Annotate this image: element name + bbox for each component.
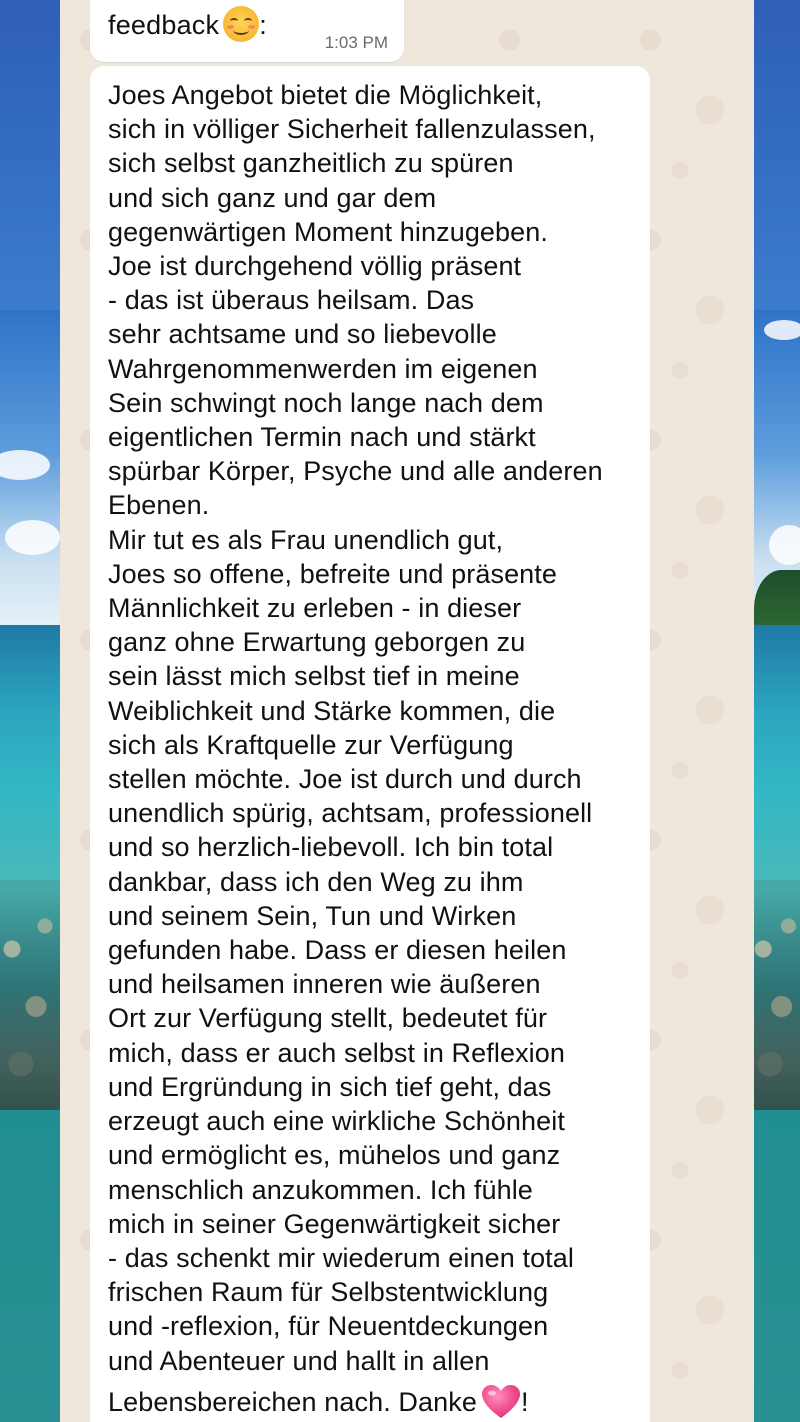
message-line: stellen möchte. Joe ist durch und durch [108,764,582,795]
emoji-blush [227,25,234,29]
message-line: unendlich spürig, achtsam, professionell [108,798,593,829]
message-line: mich in seiner Gegenwärtigkeit sicher [108,1208,561,1239]
sky-band [0,0,60,310]
message-line: sein lässt mich selbst tief in meine [108,661,520,692]
message-line-last [108,1384,638,1420]
message-line: Sein schwingt noch lange nach dem [108,387,544,418]
message-suffix: : [259,10,267,40]
background-photo-right [754,0,800,1422]
message-line: und Ergründung in sich tief geht, das [108,1071,552,1102]
teal-band [0,1110,60,1422]
message-line: - das ist überaus heilsam. Das [108,285,475,316]
message-line-text: Lebensbereichen nach. Danke [108,1386,477,1417]
emoji-blush [248,25,255,29]
message-text [108,6,267,42]
message-line: - das schenkt mir wiederum einen total [108,1242,575,1273]
message-bubble[interactable] [90,66,650,1422]
cloud [0,450,50,480]
message-line: und -reflexion, für Neuentdeckungen [108,1311,549,1342]
message-line: sich in völliger Sicherheit fallenzulassen, [108,114,596,145]
reef-band [0,880,60,1110]
message-line: und seinem Sein, Tun und Wirken [108,900,517,931]
message-line: ganz ohne Erwartung geborgen zu [108,627,526,658]
cloud [769,525,800,565]
message-line: gefunden habe. Dass er diesen heilen [108,935,567,966]
message-line: und Abenteuer und hallt in allen [108,1345,490,1376]
sky-band [0,310,60,630]
message-line: sehr achtsame und so liebevolle [108,319,497,350]
message-line: Mir tut es als Frau unendlich gut, [108,524,504,555]
message-line: Ort zur Verfügung stellt, bedeutet für [108,1003,548,1034]
message-timestamp: 1:03 PM [324,33,388,52]
message-line: dankbar, dass ich den Weg zu ihm [108,866,524,897]
message-line: sich als Kraftquelle zur Verfügung [108,729,514,760]
message-line: und sich ganz und gar dem [108,182,437,213]
sky-band [754,0,800,310]
message-line: erzeugt auch eine wirkliche Schönheit [108,1106,565,1137]
message-line: Männlichkeit zu erleben - in dieser [108,593,522,624]
message-line: Ebenen. [108,490,210,521]
cloud [764,320,800,340]
message-line: gegenwärtigen Moment hinzugeben. [108,216,548,247]
message-bubble[interactable] [90,0,404,62]
message-line: spürbar Körper, Psyche und alle anderen [108,456,603,487]
reef-band [754,880,800,1110]
message-line: eigentlichen Termin nach und stärkt [108,422,536,453]
message-line: Wahrgenommenwerden im eigenen [108,353,538,384]
smiling-face-icon [223,6,259,42]
message-line: Weiblichkeit und Stärke kommen, die [108,695,556,726]
pink-heart-icon [481,1384,521,1420]
teal-band [754,1110,800,1422]
cloud [5,520,60,555]
message-word: feedback [108,10,220,40]
chat-wallpaper[interactable] [60,0,754,1422]
message-line: frischen Raum für Selbstentwicklung [108,1277,549,1308]
message-line: Joe ist durchgehend völlig präsent [108,251,522,282]
message-line: und so herzlich-liebevoll. Ich bin total [108,832,554,863]
background-photo-left [0,0,60,1422]
message-line: und heilsamen inneren wie äußeren [108,969,541,1000]
message-line: und ermöglicht es, mühelos und ganz [108,1140,561,1171]
message-line: sich selbst ganzheitlich zu spüren [108,148,514,179]
message-body [108,78,638,1420]
message-suffix: ! [520,1386,529,1417]
message-line: Joes so offene, befreite und präsente [108,558,558,589]
message-line: menschlich anzukommen. Ich fühle [108,1174,533,1205]
message-line: mich, dass er auch selbst in Reflexion [108,1037,566,1068]
emoji-eye [244,18,252,24]
message-line: Joes Angebot bietet die Möglichkeit, [108,80,543,110]
